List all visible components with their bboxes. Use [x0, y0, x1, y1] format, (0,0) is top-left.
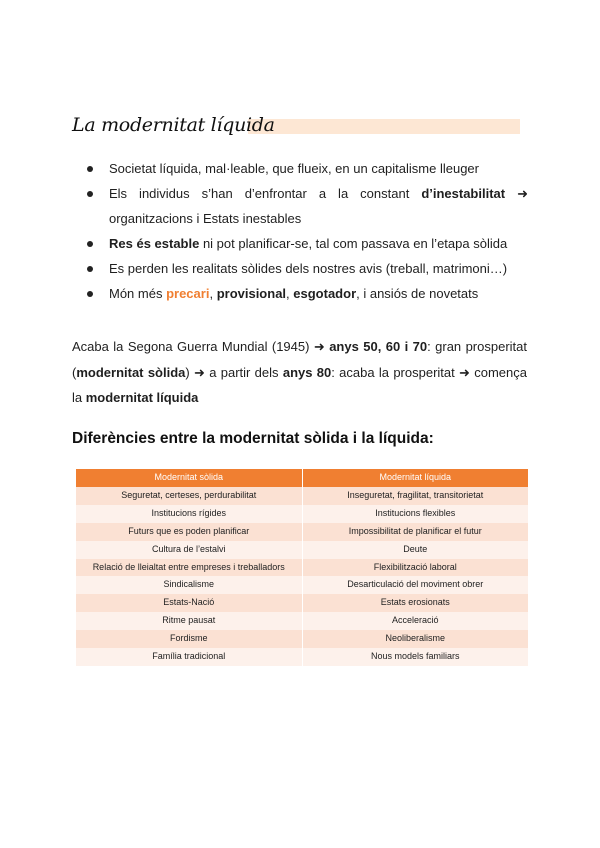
list-item-bold: d’inestabilitat — [421, 186, 506, 201]
table-cell: Impossibilitat de planificar el futur — [302, 523, 528, 541]
table-cell: Deute — [302, 541, 528, 559]
list-item-text: Món més — [109, 286, 167, 301]
table-header-row — [76, 469, 528, 487]
list-item — [72, 231, 528, 256]
table-cell: Ritme pausat — [76, 612, 302, 630]
list-item-bold: esgotador — [293, 286, 357, 301]
table-row — [76, 594, 528, 612]
title-highlight-bar — [248, 119, 520, 134]
list-item-bold: Res és estable — [109, 236, 200, 251]
title-block — [72, 114, 520, 138]
table-cell: Institucions flexibles — [302, 505, 528, 523]
table-cell: Família tradicional — [76, 648, 302, 666]
bullet-dot-icon — [87, 241, 93, 247]
section-heading: Diferències entre la modernitat sòlida i la líquida: — [72, 430, 434, 447]
bullet-dot-icon — [87, 191, 93, 197]
table-cell: Desarticulació del moviment obrer — [302, 576, 528, 594]
table-cell: Inseguretat, fragilitat, transitorietat — [302, 487, 528, 505]
table-header-liquid: Modernitat líquida — [302, 469, 528, 487]
page-title: La modernitat líquida — [72, 114, 275, 136]
bullet-dot-icon — [87, 266, 93, 272]
table-row — [76, 559, 528, 577]
summary-paragraph — [72, 334, 527, 411]
paragraph-text: ) ➜ a partir dels — [185, 364, 283, 380]
table-cell: Neoliberalisme — [302, 630, 528, 648]
list-item-text: ni pot planificar-se, tal com passava en l’etapa sòlida — [199, 236, 508, 251]
comparison-table — [76, 469, 528, 666]
list-item-text: , i ansiós de novetats — [356, 286, 479, 301]
table-cell: Cultura de l’estalvi — [76, 541, 302, 559]
paragraph-bold: anys 80 — [282, 364, 332, 380]
table-cell: Seguretat, certeses, perdurabilitat — [76, 487, 302, 505]
table-cell: Estats-Nació — [76, 594, 302, 612]
highlight-word: precari — [166, 286, 210, 301]
list-item — [72, 156, 528, 181]
table-cell: Flexibilització laboral — [302, 559, 528, 577]
bullet-dot-icon — [87, 166, 93, 172]
table-row — [76, 487, 528, 505]
list-item-text: ➜ organitzacions i Estats inestables — [109, 186, 528, 226]
list-item — [72, 181, 528, 231]
table-row — [76, 630, 528, 648]
paragraph-text: : acaba la prosperitat ➜ comença la — [72, 364, 527, 405]
table-row — [76, 505, 528, 523]
paragraph-bold: modernitat líquida — [85, 390, 199, 405]
table-cell: Futurs que es poden planificar — [76, 523, 302, 541]
table-cell: Fordisme — [76, 630, 302, 648]
list-item-text: Societat líquida, mal·leable, que flueix, en un capitalisme lleuger — [109, 161, 479, 176]
list-item — [72, 281, 528, 306]
table-header-solid: Modernitat sòlida — [76, 469, 302, 487]
table-cell: Sindicalisme — [76, 576, 302, 594]
table-row — [76, 576, 528, 594]
bullet-dot-icon — [87, 291, 93, 297]
table-row — [76, 648, 528, 666]
list-item — [72, 256, 528, 281]
table-row — [76, 523, 528, 541]
paragraph-text: : gran prosperitat ( — [72, 339, 527, 380]
table-cell: Estats erosionats — [302, 594, 528, 612]
paragraph-bold: modernitat sòlida — [76, 364, 186, 380]
paragraph-bold: anys 50, 60 i 70 — [329, 339, 428, 354]
list-item-text: , — [209, 286, 217, 301]
table-cell: Relació de lleialtat entre empreses i treballadors — [76, 559, 302, 577]
table-cell: Acceleració — [302, 612, 528, 630]
paragraph-text: Acaba la Segona Guerra Mundial (1945) ➜ — [72, 339, 330, 354]
bullet-list — [72, 156, 528, 306]
list-item-text: Els individus s’han d’enfrontar a la constant — [109, 186, 422, 201]
table-cell: Institucions rígides — [76, 505, 302, 523]
table-cell: Nous models familiars — [302, 648, 528, 666]
list-item-bold: provisional — [216, 286, 287, 301]
table-row — [76, 612, 528, 630]
list-item-text: Es perden les realitats sòlides dels nostres avis (treball, matrimoni…) — [109, 261, 508, 276]
table-row — [76, 541, 528, 559]
list-item-text: , — [286, 286, 294, 301]
